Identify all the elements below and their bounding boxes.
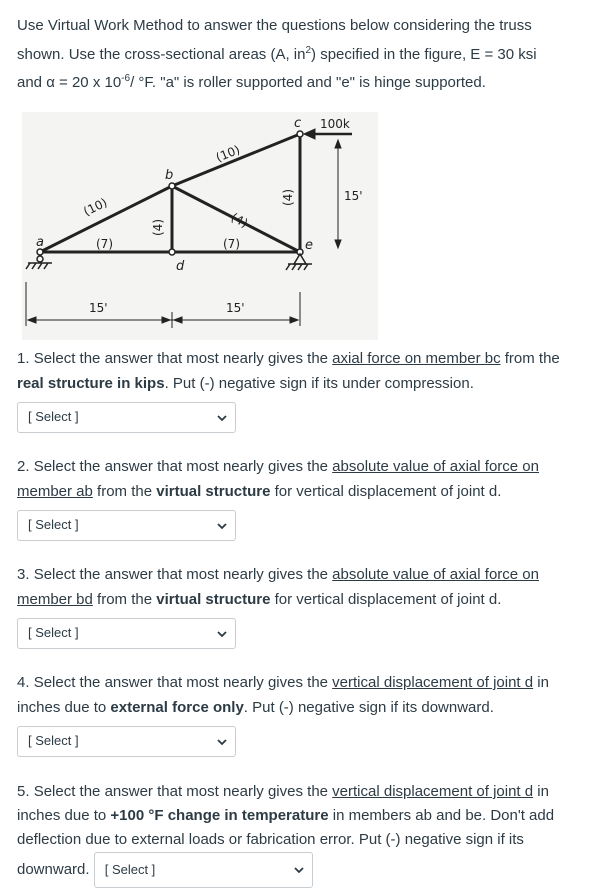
question-3-text: 3. Select the answer that most nearly gives the absolute value of axial force on member bd from the virtual structure for vertical displacement of joint d.: [17, 566, 539, 608]
label-load: 100k: [320, 117, 350, 131]
intro-line-2: shown. Use the cross-sectional areas (A, $in^2$) specified in the figure, E = 30 ksi: [17, 44, 537, 63]
chevron-down-icon: [217, 629, 227, 639]
question-2-select[interactable]: [ Select ]: [17, 510, 236, 541]
truss-figure: [22, 112, 378, 340]
label-height: 15': [344, 189, 363, 203]
joint-b: [169, 183, 175, 189]
chevron-down-icon: [217, 737, 227, 747]
label-a: a: [36, 235, 44, 250]
question-5-select[interactable]: [ Select ]: [94, 852, 313, 888]
label-d: d: [176, 259, 185, 274]
question-1-text: 1. Select the answer that most nearly gives the axial force on member bc from the real structure in kips. Put (-) negative sign if its under compression.: [17, 350, 560, 392]
question-4-select[interactable]: [ Select ]: [17, 726, 236, 757]
label-b: b: [165, 168, 174, 183]
label-area-bd: (4): [151, 219, 165, 236]
label-span-2: 15': [226, 301, 245, 315]
intro-line-1: Use Virtual Work Method to answer the questions below considering the truss: [17, 17, 532, 34]
question-1-select[interactable]: [ Select ]: [17, 402, 236, 433]
question-5: [17, 780, 587, 888]
chevron-down-icon: [294, 865, 304, 875]
question-2-text: 2. Select the answer that most nearly gives the absolute value of axial force on member ab from the virtual structure for vertical displacement of joint d.: [17, 458, 539, 500]
label-area-de: (7): [223, 237, 240, 251]
label-area-be: (4): [228, 210, 251, 231]
question-1: [17, 347, 587, 433]
label-area-ab: (10): [81, 195, 110, 219]
chevron-down-icon: [217, 521, 227, 531]
intro-paragraph: [17, 14, 587, 96]
question-3: [17, 563, 587, 649]
question-4: [17, 671, 587, 757]
label-c: c: [294, 116, 302, 131]
joint-d: [169, 249, 175, 255]
chevron-down-icon: [217, 413, 227, 423]
label-area-ce: (4): [281, 189, 295, 206]
intro-line-3: and α = 20 x $10^{-6}/$ °F. "a" is roller supported and "e" is hinge supported.: [17, 73, 486, 91]
question-5-text: 5. Select the answer that most nearly gives the vertical displacement of joint d in inches due to +100 °F change in temperature in members ab and be. Don't add deflection due to external loads or fabrication error. Put (-) negative sign if its downward. [ Select ]: [17, 780, 587, 888]
truss-diagram: [22, 112, 378, 340]
label-span-1: 15': [89, 301, 108, 315]
label-area-ad: (7): [96, 237, 113, 251]
joint-c: [297, 131, 303, 137]
question-3-select[interactable]: [ Select ]: [17, 618, 236, 649]
label-e: e: [305, 238, 313, 253]
question-4-text: 4. Select the answer that most nearly gives the vertical displacement of joint d in inches due to external force only. Put (-) negative sign if its downward.: [17, 674, 549, 716]
question-2: [17, 455, 587, 541]
label-area-bc: (10): [213, 142, 242, 165]
figure-background: [22, 112, 378, 340]
